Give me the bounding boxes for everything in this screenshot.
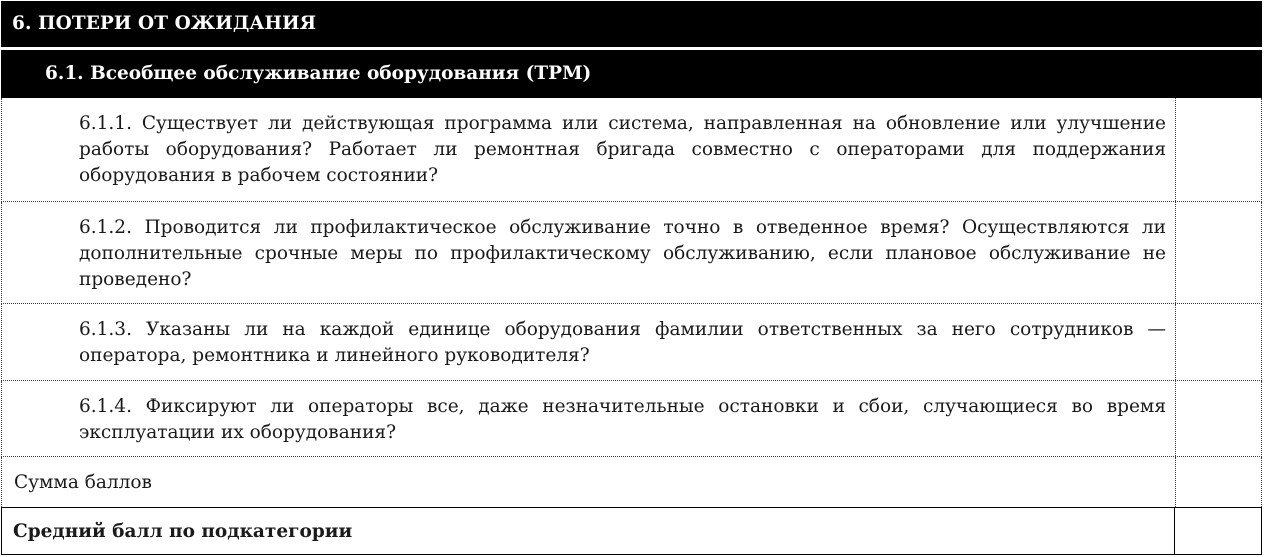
question-text: 6.1.1. Существует ли действующая программа или система, направленная на обновление или улучшение работы оборудования? Работает ли ремонтная бригада совместно с операторами для поддержания оборудования в рабочем состоянии? [79,113,1166,186]
question-row-2 [1,202,1262,304]
score-cell[interactable] [1176,202,1261,303]
question-cell [2,381,1176,456]
question-row-1 [1,98,1262,202]
sum-row [1,457,1262,507]
sum-score-cell[interactable] [1176,457,1261,507]
sum-label-cell [2,457,1176,507]
question-cell [2,202,1176,303]
question-cell [2,304,1176,380]
score-cell[interactable] [1176,98,1261,201]
question-row-3 [1,304,1262,381]
average-row [1,507,1262,555]
question-cell [2,98,1176,201]
question-text: 6.1.2. Проводится ли профилактическое обслуживание точно в отведенное время? Осуществляются ли дополнительные срочные меры по профилактическому обслуживанию, если плановое обслуживание не проведено? [79,217,1166,290]
average-label-cell [2,508,1175,554]
subsection-header [1,50,1262,98]
score-cell[interactable] [1176,304,1261,380]
question-row-4 [1,381,1262,457]
average-label: Средний балл по подкатегории [13,520,353,542]
average-score-cell[interactable] [1176,508,1261,554]
question-text: 6.1.3. Указаны ли на каждой единице оборудования фамилии ответственных за него сотрудников — оператора, ремонтника и линейного руководителя? [79,319,1166,366]
question-text: 6.1.4. Фиксируют ли операторы все, даже незначительные остановки и сбои, случающиеся во время эксплуатации их оборудования? [79,396,1166,443]
section-title: 6. ПОТЕРИ ОТ ОЖИДАНИЯ [12,13,317,34]
section-header [1,1,1262,47]
sum-label: Сумма баллов [14,471,152,493]
subsection-title: 6.1. Всеобщее обслуживание оборудования (TPM) [45,63,592,84]
score-cell[interactable] [1176,381,1261,456]
